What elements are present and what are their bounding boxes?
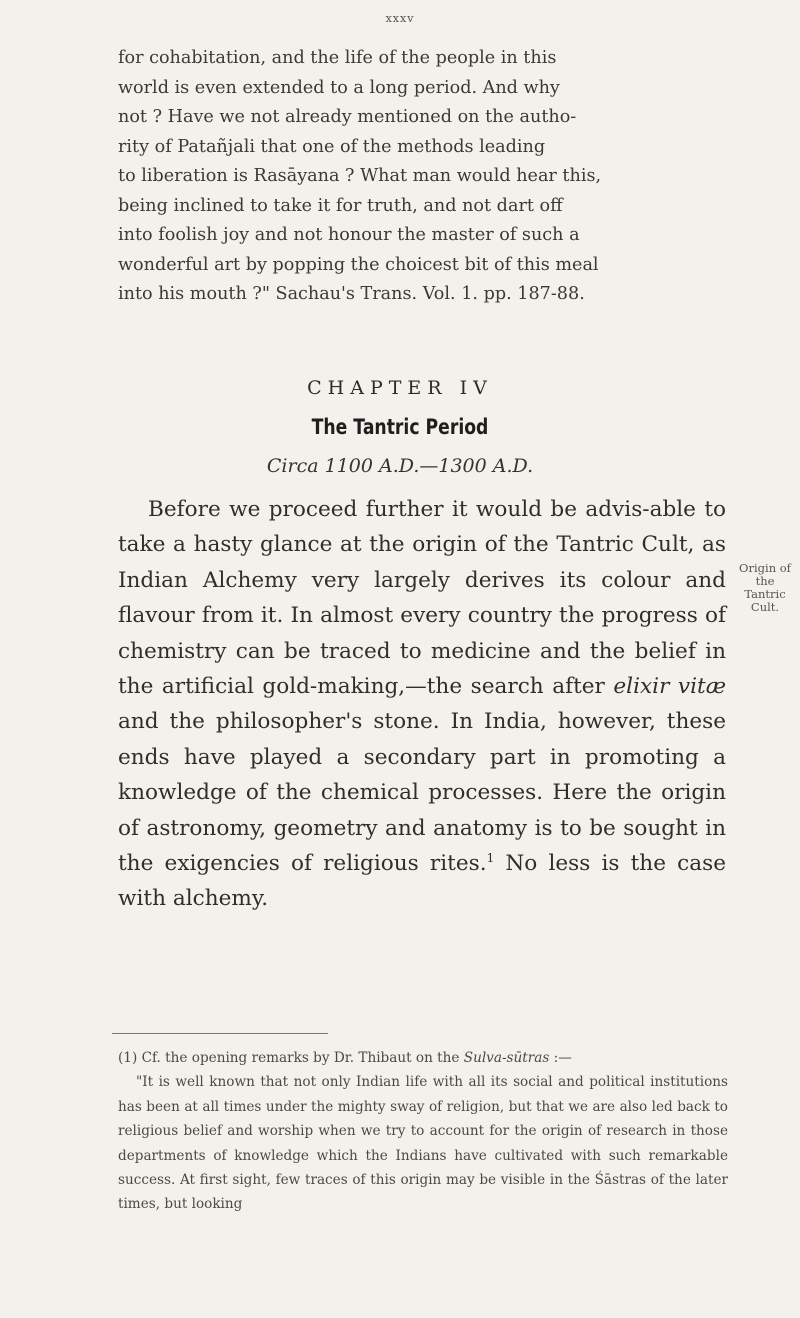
margin-note-line: Tantric Cult. bbox=[744, 587, 786, 614]
footnote-divider bbox=[112, 1033, 328, 1034]
footnote-reference[interactable]: 1 bbox=[486, 850, 495, 865]
footnote-intro-end: :— bbox=[549, 1050, 572, 1066]
chapter-dates bbox=[0, 455, 800, 477]
circa-dates: 1100 A.D.—1300 A.D. bbox=[324, 455, 534, 477]
body-paragraph bbox=[118, 492, 726, 917]
body-part-3: No less is the case with alchemy. bbox=[118, 851, 727, 912]
circa-label: Circa bbox=[266, 455, 319, 477]
body-text bbox=[118, 497, 726, 911]
page-number: xxxv bbox=[385, 12, 415, 25]
quote-line: not ? Have we not already mentioned on the autho- bbox=[118, 107, 577, 127]
quote-line: wonderful art by popping the choicest bit of this meal bbox=[118, 254, 599, 275]
margin-note bbox=[730, 562, 800, 614]
footnote-intro bbox=[118, 1046, 728, 1070]
continued-quotation bbox=[118, 44, 718, 310]
quote-line: being inclined to take it for truth, and not dart off bbox=[118, 195, 563, 216]
chapter-title: The Tantric Period bbox=[311, 415, 489, 439]
body-italic-term: elixir vitæ bbox=[613, 674, 726, 700]
body-part-2: and the philosopher's stone. In India, however, these ends have played a secondary part in promoting a knowledge of the chemical processes. Here the origin of astronomy, geometry and anatomy is to be sought in the exigencies of religious rites. bbox=[118, 709, 726, 877]
footnote-marker: (1) bbox=[118, 1050, 138, 1066]
footnote-intro-text: Cf. the opening remarks by Dr. Thibaut on the bbox=[137, 1050, 464, 1066]
footnotes bbox=[118, 1046, 728, 1217]
margin-note-line: Origin of the bbox=[739, 561, 791, 588]
quote-line: to liberation is Rasāyana ? What man would hear this, bbox=[118, 166, 602, 186]
quote-line: into foolish joy and not honour the master of such a bbox=[118, 225, 580, 245]
footnote-source: Sulva-sūtras bbox=[463, 1050, 550, 1066]
chapter-heading: CHAPTER IV bbox=[307, 377, 493, 399]
quote-line: rity of Patañjali that one of the methods leading bbox=[118, 136, 546, 157]
quote-line: world is even extended to a long period. And why bbox=[118, 77, 560, 98]
quote-line: into his mouth ?" Sachau's Trans. Vol. 1. pp. 187-88. bbox=[118, 284, 585, 304]
body-part-1: Before we proceed further it would be advis-able to take a hasty glance at the origin of the Tantric Cult, as Indian Alchemy very largely derives its colour and flavour from it. In almost every country the progress of chemistry can be traced to medicine and the belief in the artificial gold-making,—the search after bbox=[118, 497, 726, 700]
footnote-quote: "It is well known that not only Indian life with all its social and political institutions has been at all times under the mighty sway of religion, but that we are also led back to religious belief and worship when we try to account for the origin of research in those departments of knowledge which the Indians have cultivated with such remarkable success. At first sight, few traces of this origin may be visible in the Śāstras of the later times, but looking bbox=[118, 1074, 728, 1213]
quote-line: for cohabitation, and the life of the people in this bbox=[118, 48, 557, 68]
